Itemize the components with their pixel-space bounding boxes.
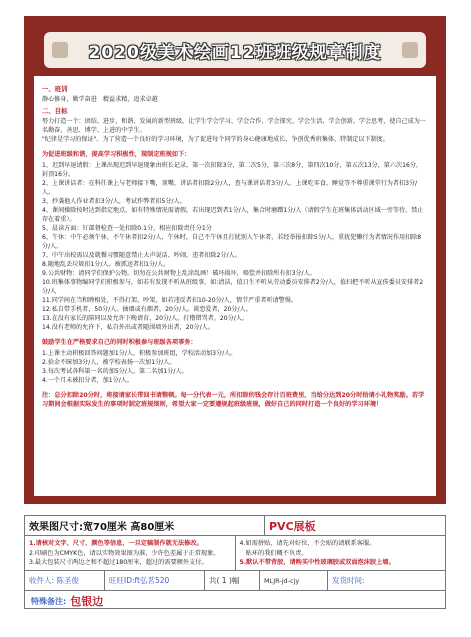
remark-label: 特殊备注: — [31, 596, 67, 606]
intro-text: "纪律是学习的保证"。为了营造一个良好的学习环境，为了促进每个同学的身心健康地成长，争创优秀班集体，特制定以下制度。 — [42, 136, 389, 143]
note-line: 4.如需拼贴，请先对好位，不会贴的请联系客服。 — [239, 540, 376, 547]
motto-text: 静心修身，勤学奋进 精益求精，追求卓越 — [42, 96, 158, 103]
bonus-item: 4.一个月未被扣分者，加1分/人。 — [42, 377, 133, 384]
ship-time-field: 发货时间: — [332, 576, 365, 585]
poster-content — [34, 76, 436, 496]
rule-item: 9.公共财物：请同学们保护公物，切勿在公共财物上乱涂乱画！破坏损坏，赔偿并扣除所有扣3分/人。 — [42, 270, 316, 277]
sheet-header-row — [25, 516, 445, 536]
rule-item: 7、中午出校需以及就餐习惯随意禁止大声说话、吵闹，违者扣除2分/人。 — [42, 252, 241, 259]
notes-left — [25, 536, 236, 570]
note-line: 贴环的我们概不负责。 — [239, 549, 308, 557]
order-meta-row — [25, 571, 445, 591]
section-heading-motto: 一、班训 — [42, 85, 68, 93]
bonus-item: 2.拾金不昧加3分/人，被学校表扬一次加1分/人。 — [42, 359, 176, 366]
section-heading-goal: 二、目标 — [42, 107, 68, 115]
quantity-field: 共( 1 )幅 — [205, 571, 260, 590]
order-info-sheet — [24, 515, 446, 609]
goal-text: 努力打造一个：团结、进步、和谐、发展的新型班级，让学生学会学习、学会合作、学会探究、学会生活、学会创新、学会思考，使自己成为一名勤奋、善思、博学、上进的中学生。 — [42, 118, 426, 134]
recipient-field: 收件人: 陈圣俊 — [25, 571, 105, 590]
banner-decoration-right — [402, 42, 418, 58]
notes-row — [25, 536, 445, 571]
banner-decoration-left — [52, 42, 68, 58]
rules-heading: 为促进班级和谐，提高学习积极性，现制定班规如下： — [42, 151, 191, 158]
bonus-item: 3.每次考试各科第一名的加5分/人，第二名加1分/人。 — [42, 368, 188, 375]
poster-note: 注：总分扣除20分时，将接请家长带回书请整顿。每一分代表一元，所扣除的钱会存计百班费里，当给分达到20分时拾请小礼物奖励。若学习期间会根据实际发生的事项时制定班规细则，希望大家一定要遵规起班级班规，做好自己的同时打造一个良好的学习环境！ — [42, 392, 425, 408]
rule-item: 2、上课讲话者：在科任课上与老师接下嘴，顶嘴，讲话者扣除2分/人，查与课讲话者3分/人。上课吃零食、睡觉等不尊重课堂行为者扣3分/人。 — [42, 180, 418, 196]
note-line: 5.默认不带背胶，请购买中性玻璃胶或双面泡沫胶上墙。 — [239, 559, 395, 566]
bonus-heading: 鼓励学生在严格要求自己的同时积极参与班级各项事务： — [42, 339, 197, 346]
rule-item: 12.私自带手机者，50分/人。抽烟或有烟者，20分/人。谈恋爱者，20分/人。 — [42, 306, 252, 313]
note-line: 3.最大包装尺寸两边之和不超过180厘米，超过的需要额外支付。 — [29, 559, 208, 566]
rule-item: 8.随地乱丢垃圾扣1分/人。被抓送者扣1分/人。 — [42, 261, 170, 268]
note-line: 1.请核对文字、尺寸、颜色等信息，一旦定稿制作就无法修改。 — [29, 540, 203, 547]
rule-item: 1、迟到早退请假：上课出现迟到早退现象由班长记录，第一次扣除3分，第二次5分，第三次8分，第四次10分，第五次13分，第六次16分，封顶16分。 — [42, 162, 423, 178]
rule-item: 6、午休：中午必须午休，不午休者扣2分/人，午休时，自己不午休且打扰别人午休者，若经举报扣除5分/人，重扰犯懒行为者情况作用扣除8分/人。 — [42, 234, 422, 250]
remark-row — [25, 591, 445, 611]
bonus-item: 1.上课主动积极回答问题加1分/人，积极参加班组，学校活动加3分/人。 — [42, 350, 237, 357]
rule-item: 4、课间操除按时达到指定地点，如有特殊情况需请假，若出现迟到者1分/人，集合时磨蹭1分/人（请假学生在班集体活动区域一旁等待，禁止存在着重）。 — [42, 207, 424, 223]
rule-item: 3、抄袭他人作业者扣3分/人，考试作弊者扣5分/人。 — [42, 198, 186, 205]
rule-item: 13.在没有家长的陪同以及允许下晚请育，20分/人。打撸错骂者，20分/人。 — [42, 315, 249, 322]
poster — [24, 16, 446, 504]
order-code-field: MLJR-jd-cjy — [260, 571, 328, 590]
remark-value: 包银边 — [70, 595, 104, 608]
rule-item: 11.同学间在当和睦相处，不得打架、吵架，如若违反者扣10-20分/人，情节严重者听请警惕。 — [42, 297, 297, 304]
rule-item: 14.没有老师的允许下，私自外出或者随围墙外出者，20分/人。 — [42, 324, 214, 331]
notes-right — [236, 536, 446, 570]
size-label: 效果图尺寸:宽70厘米 高80厘米 — [25, 516, 265, 535]
rule-item: 5、晨读方面：钉部督检查一处扣除0.1分，相应扣除责任分1分 — [42, 225, 212, 232]
poster-title-banner — [44, 32, 426, 68]
board-type-label: PVC展板 — [269, 519, 316, 533]
wangwang-id-field: 旺旺ID:ft弘茗520 — [105, 571, 205, 590]
rule-item: 10.班集体事物编同学们积极参与，如若有发现不听从班级事，如:清洁，值日生不听从劳动委员安排者2分/人，值扫把不听从宣传委员安排者2分/人 — [42, 279, 424, 295]
note-line: 2.印刷色为CMYK色，请以实物效果图为准，少许色差属于正常现象。 — [29, 549, 220, 557]
poster-title: 2020级美术绘画12班班级规章制度 — [88, 42, 382, 63]
